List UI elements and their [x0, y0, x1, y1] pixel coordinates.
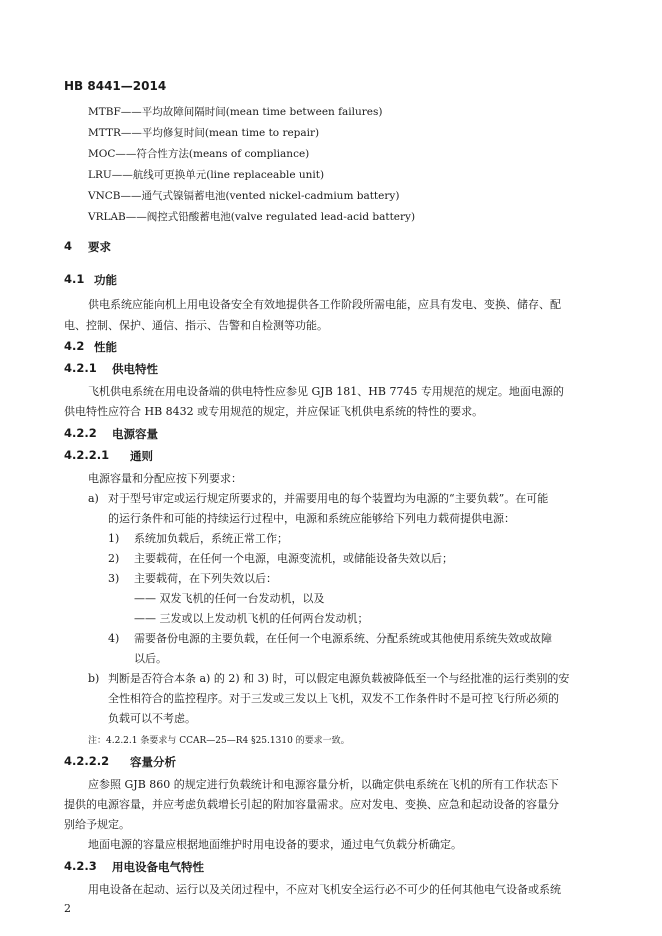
section-4-1-line-1: 供电系统应能向机上用电设备安全有效地提供各工作阶段所需电能，应具有发电、变换、储存、配 [88, 298, 561, 311]
abbrev-vncb: VNCB——通气式镍镉蓄电池(vented nickel-cadmium battery) [88, 190, 400, 202]
capacity-analysis-line-2: 提供的电源容量，并应考虑负载增长引起的附加容量需求。应对发电、变换、应急和起动设备的容量分 [64, 798, 559, 811]
subitem-2-label: 2) [108, 552, 120, 565]
subitem-4-label: 4) [108, 632, 120, 645]
subitem-2-text: 主要载荷，在任何一个电源，电源变流机，或储能设备失效以后； [134, 552, 453, 565]
item-b-label: b) [88, 672, 100, 685]
abbrev-mtbf: MTBF——平均故障间隔时间(mean time between failures) [88, 106, 383, 118]
section-4-2-title: 性能 [94, 340, 117, 354]
section-4-2-1-title: 供电特性 [112, 362, 158, 376]
document-id: HB 8441—2014 [64, 79, 167, 93]
section-4-1-number: 4.1 [64, 272, 85, 286]
item-a-line-1: 对于型号审定或运行规定所要求的，并需要用电的每个装置均为电源的“主要负载”。在可能 [108, 492, 549, 505]
equipment-characteristics-line-1: 用电设备在起动、运行以及关闭过程中，不应对飞机安全运行必不可少的任何其他电气设备或系统 [88, 883, 561, 896]
section-4-2-2-2-title: 容量分析 [130, 755, 176, 769]
capacity-analysis-line-4: 地面电源的容量应根据地面维护时用电设备的要求，通过电气负载分析确定。 [88, 838, 462, 851]
section-4-2-2-2-number: 4.2.2.2 [64, 754, 110, 768]
section-4-title: 要求 [88, 240, 111, 254]
section-4-1-line-2: 电、控制、保护、通信、指示、告警和自检测等功能。 [64, 319, 328, 332]
section-4-2-3-number: 4.2.3 [64, 859, 97, 873]
section-4-2-1-line-1: 飞机供电系统在用电设备端的供电特性应参见 GJB 181、HB 7745 专用规范的规定。地面电源的 [88, 385, 564, 398]
dash-item-2: —— 三发或以上发动机飞机的任何两台发动机； [134, 612, 369, 625]
section-4-2-2-1-title: 通则 [130, 449, 153, 463]
subitem-1-text: 系统加负载后，系统正常工作； [134, 532, 288, 545]
general-intro: 电源容量和分配应按下列要求： [88, 472, 242, 485]
dash-item-1: —— 双发飞机的任何一台发动机，以及 [134, 592, 325, 605]
subitem-4-line-1: 需要备份电源的主要负载，在任何一个电源系统、分配系统或其他使用系统失效或故障 [134, 632, 552, 645]
section-4-2-2-title: 电源容量 [112, 427, 158, 441]
subitem-4-line-2: 以后。 [134, 652, 167, 665]
subitem-3-label: 3) [108, 572, 120, 585]
capacity-analysis-line-3: 别给予规定。 [64, 818, 130, 831]
section-4-2-1-line-2: 供电特性应符合 HB 8432 或专用规范的规定，并应保证飞机供电系统的特性的要求。 [64, 405, 484, 418]
item-a-line-2: 的运行条件和可能的持续运行过程中，电源和系统应能够给下列电力载荷提供电源： [108, 512, 515, 525]
section-4-1-title: 功能 [94, 273, 117, 287]
item-b-line-2: 全性相符合的监控程序。对于三发或三发以上飞机，双发不工作条件时不是可控飞行所必须的 [108, 692, 559, 705]
subitem-3-text: 主要载荷，在下列失效以后： [134, 572, 277, 585]
subitem-1-label: 1) [108, 532, 120, 545]
item-b-line-1: 判断是否符合本条 a) 的 2) 和 3) 时，可以假定电源负载被降低至一个与经批准的运行类别的安 [108, 672, 570, 685]
abbrev-lru: LRU——航线可更换单元(line replaceable unit) [88, 169, 325, 181]
section-4-2-1-number: 4.2.1 [64, 361, 97, 375]
section-4-2-3-title: 用电设备电气特性 [112, 860, 204, 874]
capacity-analysis-line-1: 应参照 GJB 860 的规定进行负载统计和电源容量分析，以确定供电系统在飞机的所有工作状态下 [88, 778, 559, 791]
abbrev-moc: MOC——符合性方法(means of compliance) [88, 148, 310, 160]
item-b-line-3: 负载可以不考虑。 [108, 712, 196, 725]
section-4-2-number: 4.2 [64, 339, 85, 353]
section-4-2-2-1-number: 4.2.2.1 [64, 448, 110, 462]
note: 注：4.2.2.1 条要求与 CCAR—25—R4 §25.1310 的要求一致。 [88, 736, 350, 746]
page-number: 2 [64, 902, 71, 915]
item-a-label: a) [88, 492, 99, 505]
section-4-number: 4 [64, 239, 73, 253]
abbrev-mttr: MTTR——平均修复时间(mean time to repair) [88, 127, 320, 139]
section-4-2-2-number: 4.2.2 [64, 426, 97, 440]
abbrev-vrlab: VRLAB——阀控式铅酸蓄电池(valve regulated lead-acid battery) [88, 211, 416, 223]
